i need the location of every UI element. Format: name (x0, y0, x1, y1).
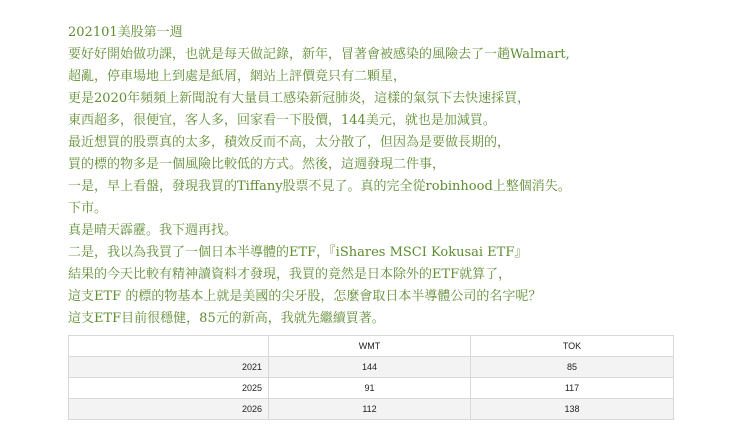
table-row (69, 399, 674, 420)
article-line: 要好好開始做功課，也就是每天做記錄，新年，冒著會被感染的風險去了一趟Walmart, (68, 47, 570, 62)
article-line: 買的標的物多是一個風險比較低的方式。然後，這週發現二件事， (68, 157, 446, 172)
article-line: 最近想買的股票真的太多，積效反而不高，太分散了，但因為是要做長期的， (68, 135, 511, 150)
table-cell-wmt: 144 (269, 357, 471, 378)
article-line: 二是，我以為我買了一個日本半導體的ETF，『iShares MSCI Kokusai ETF』 (68, 245, 528, 260)
table-header-tok: TOK (471, 336, 674, 357)
article-line: 一是，早上看盤，發現我買的Tiffany股票不見了。真的完全從robinhood上整個消失。 (68, 179, 571, 194)
article-line: 東西超多，很便宜，客人多，回家看一下股價，144美元，就也是加減買。 (68, 113, 496, 128)
table-row (69, 378, 674, 399)
table-row (69, 357, 674, 378)
article-body (68, 22, 688, 330)
table-cell-wmt: 91 (269, 378, 471, 399)
article-line: 這支ETF目前很穩健，85元的新高，我就先繼續買著。 (68, 311, 385, 326)
article-line: 超亂，停車場地上到處是紙屑，網站上評價竟只有二顆星， (68, 69, 407, 84)
article-line: 真是晴天霹靂。我下週再找。 (68, 223, 238, 238)
table-cell-tok: 117 (471, 378, 674, 399)
table-cell-year: 2021 (69, 357, 269, 378)
table-cell-tok: 85 (471, 357, 674, 378)
table-header-year (69, 336, 269, 357)
article-line: 結果的今天比較有精神讀資料才發現，我買的竟然是日本除外的ETF就算了， (68, 267, 512, 282)
article-text (68, 22, 688, 330)
article-title: 202101美股第一週 (68, 25, 183, 40)
article-line: 更是2020年頻頻上新聞說有大量員工感染新冠肺炎，這樣的氣氛下去快速採買， (68, 91, 531, 106)
stock-price-table (68, 335, 674, 420)
table-cell-year: 2025 (69, 378, 269, 399)
table-header-row (69, 336, 674, 357)
article-line: 這支ETF 的標的物基本上就是美國的尖牙股，怎麼會取日本半導體公司的名字呢？ (68, 289, 542, 304)
table-header-wmt: WMT (269, 336, 471, 357)
table-cell-year: 2026 (69, 399, 269, 420)
table-cell-tok: 138 (471, 399, 674, 420)
table-cell-wmt: 112 (269, 399, 471, 420)
article-line: 下市。 (68, 201, 108, 216)
